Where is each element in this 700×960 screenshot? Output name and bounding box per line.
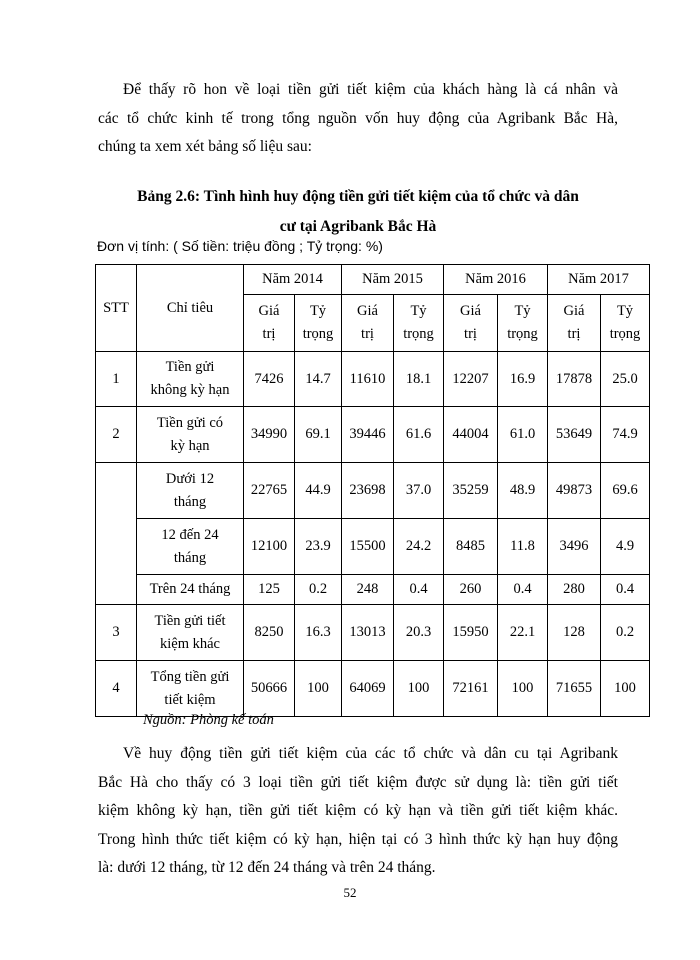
- cell-value: 0.4: [394, 575, 444, 605]
- header-year: Năm 2016: [444, 265, 548, 295]
- cell-value: 12100: [244, 519, 295, 575]
- row-stt: 3: [96, 605, 137, 661]
- header-ty-trong: Tỷ trọng: [295, 295, 342, 352]
- cell-value: 24.2: [394, 519, 444, 575]
- header-year: Năm 2015: [342, 265, 444, 295]
- body-line: Về huy động tiền gửi tiết kiệm của các tổ chức và dân cu tại Agribank: [123, 745, 618, 762]
- cell-value: 22765: [244, 463, 295, 519]
- body-paragraph: [98, 740, 618, 883]
- table-row: [96, 463, 650, 519]
- cell-value: 4.9: [601, 519, 650, 575]
- cell-value: 17878: [548, 352, 601, 407]
- body-line: Bắc Hà cho thấy có 3 loại tiền gửi tiết kiệm được sử dụng là: tiền gửi tiết: [98, 773, 618, 791]
- cell-value: 13013: [342, 605, 394, 661]
- cell-value: 48.9: [498, 463, 548, 519]
- cell-value: 8250: [244, 605, 295, 661]
- header-stt: STT: [96, 265, 137, 352]
- cell-value: 22.1: [498, 605, 548, 661]
- intro-line: Để thấy rõ hon về loại tiền gửi tiết kiệm của khách hàng là cá nhân và: [123, 81, 618, 98]
- cell-value: 35259: [444, 463, 498, 519]
- cell-value: 100: [295, 661, 342, 717]
- body-line: kiệm không kỳ hạn, tiền gửi tiết kiệm có kỳ hạn và tiền gửi tiết kiệm khác.: [98, 802, 618, 819]
- cell-value: 248: [342, 575, 394, 605]
- cell-value: 64069: [342, 661, 394, 717]
- header-gia-tri: Giá trị: [444, 295, 498, 352]
- page-number: 52: [343, 885, 357, 900]
- cell-value: 72161: [444, 661, 498, 717]
- intro-line: chúng ta xem xét bảng số liệu sau:: [98, 138, 312, 155]
- cell-value: 23698: [342, 463, 394, 519]
- cell-value: 71655: [548, 661, 601, 717]
- header-chi-tieu: Chỉ tiêu: [137, 265, 244, 352]
- table-row: [96, 519, 650, 575]
- table-title-line: cư tại Agribank Bắc Hà: [279, 218, 437, 235]
- row-stt: 2: [96, 407, 137, 463]
- cell-value: 49873: [548, 463, 601, 519]
- header-gia-tri: Giá trị: [244, 295, 295, 352]
- cell-value: 37.0: [394, 463, 444, 519]
- cell-value: 12207: [444, 352, 498, 407]
- header-ty-trong: Tỷ trọng: [601, 295, 650, 352]
- cell-value: 14.7: [295, 352, 342, 407]
- header-ty-trong: Tỷ trọng: [498, 295, 548, 352]
- cell-value: 69.6: [601, 463, 650, 519]
- cell-value: 11610: [342, 352, 394, 407]
- table-title-line: Bảng 2.6: Tình hình huy động tiền gửi tiết kiệm của tổ chức và dân: [137, 188, 579, 205]
- cell-value: 16.3: [295, 605, 342, 661]
- intro-line: các tổ chức kinh tế trong tổng nguồn vốn huy động của Agribank Bắc Hà,: [98, 109, 618, 127]
- cell-value: 61.6: [394, 407, 444, 463]
- table-row: [96, 661, 650, 717]
- row-label: Tổng tiền gửi tiết kiệm: [137, 661, 244, 717]
- row-label: Trên 24 tháng: [137, 575, 244, 605]
- row-label: Tiền gửi không kỳ hạn: [137, 352, 244, 407]
- cell-value: 125: [244, 575, 295, 605]
- cell-value: 34990: [244, 407, 295, 463]
- header-gia-tri: Giá trị: [342, 295, 394, 352]
- cell-value: 15950: [444, 605, 498, 661]
- cell-value: 23.9: [295, 519, 342, 575]
- cell-value: 20.3: [394, 605, 444, 661]
- row-label: Dưới 12 tháng: [137, 463, 244, 519]
- table-row: [96, 407, 650, 463]
- table-row: [96, 575, 650, 605]
- deposit-table: [95, 264, 650, 717]
- row-stt: 1: [96, 352, 137, 407]
- cell-value: 100: [394, 661, 444, 717]
- cell-value: 50666: [244, 661, 295, 717]
- cell-value: 69.1: [295, 407, 342, 463]
- cell-value: 74.9: [601, 407, 650, 463]
- cell-value: 44004: [444, 407, 498, 463]
- body-line: là: dưới 12 tháng, từ 12 đến 24 tháng và trên 24 tháng.: [98, 859, 436, 876]
- cell-value: 0.2: [295, 575, 342, 605]
- header-year: Năm 2014: [244, 265, 342, 295]
- cell-value: 280: [548, 575, 601, 605]
- table-row: [96, 352, 650, 407]
- cell-value: 100: [601, 661, 650, 717]
- cell-value: 53649: [548, 407, 601, 463]
- cell-value: 44.9: [295, 463, 342, 519]
- cell-value: 100: [498, 661, 548, 717]
- row-label: Tiền gửi tiết kiệm khác: [137, 605, 244, 661]
- header-year: Năm 2017: [548, 265, 650, 295]
- cell-value: 7426: [244, 352, 295, 407]
- cell-value: 25.0: [601, 352, 650, 407]
- cell-value: 15500: [342, 519, 394, 575]
- cell-value: 11.8: [498, 519, 548, 575]
- cell-value: 128: [548, 605, 601, 661]
- cell-value: 260: [444, 575, 498, 605]
- cell-value: 8485: [444, 519, 498, 575]
- cell-value: 18.1: [394, 352, 444, 407]
- cell-value: 0.2: [601, 605, 650, 661]
- row-stt-empty: [96, 463, 137, 605]
- intro-paragraph: [98, 76, 618, 162]
- row-label: 12 đến 24 tháng: [137, 519, 244, 575]
- row-stt: 4: [96, 661, 137, 717]
- cell-value: 61.0: [498, 407, 548, 463]
- cell-value: 3496: [548, 519, 601, 575]
- cell-value: 0.4: [498, 575, 548, 605]
- unit-note: Đơn vị tính: ( Số tiền: triệu đồng ; Tỷ trọng: %): [97, 238, 383, 254]
- cell-value: 0.4: [601, 575, 650, 605]
- table-row: [96, 605, 650, 661]
- source-note: Nguồn: Phòng kế toán: [143, 712, 274, 728]
- cell-value: 39446: [342, 407, 394, 463]
- header-gia-tri: Giá trị: [548, 295, 601, 352]
- table-header-row: [96, 265, 650, 295]
- row-label: Tiền gửi có kỳ hạn: [137, 407, 244, 463]
- table-title: [98, 182, 618, 242]
- header-ty-trong: Tỷ trọng: [394, 295, 444, 352]
- cell-value: 16.9: [498, 352, 548, 407]
- body-line: Trong hình thức tiết kiệm có kỳ hạn, hiện tại có 3 hình thức kỳ hạn huy động: [98, 830, 618, 848]
